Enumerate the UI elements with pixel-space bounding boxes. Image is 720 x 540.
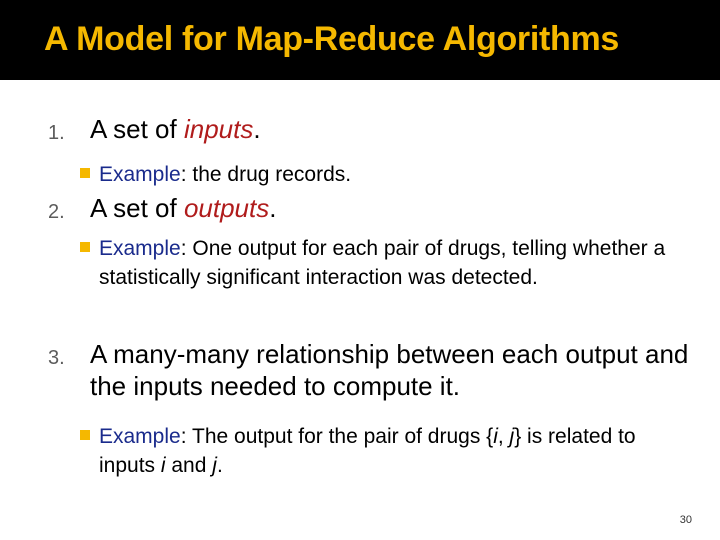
example-label: Example <box>99 425 181 448</box>
sub-item-rest: : the drug records. <box>180 163 352 186</box>
item-text <box>90 113 698 145</box>
square-bullet-icon <box>80 168 90 178</box>
item-text <box>90 192 698 224</box>
item-emphasis: outputs <box>183 193 270 223</box>
sub-text-part: , <box>497 425 510 448</box>
example-label: Example <box>99 163 181 186</box>
example-label: Example <box>99 237 181 260</box>
list-item-1 <box>48 113 698 145</box>
sub-text-part: : The output for the pair of drugs { <box>180 425 494 448</box>
square-bullet-icon <box>80 242 90 252</box>
sub-item-text <box>99 422 690 480</box>
item-text-post: . <box>269 193 277 223</box>
sub-item-text <box>99 234 690 292</box>
item-text-pre: A set of <box>90 193 184 223</box>
var-i: i <box>160 454 166 477</box>
list-item-2 <box>48 192 698 224</box>
item-number: 1. <box>48 122 65 144</box>
item-number: 2. <box>48 201 65 223</box>
list-item-3 <box>48 338 698 402</box>
page-number: 30 <box>679 514 692 526</box>
var-i: i <box>493 425 498 448</box>
sub-item-rest: : One output for each pair of drugs, telling whether a statistically significant interaction was detected. <box>99 237 666 289</box>
item-text-post: . <box>253 114 261 144</box>
sub-item-2 <box>80 234 690 292</box>
sub-item-1 <box>80 160 690 189</box>
sub-item-3 <box>80 422 690 480</box>
item-text-pre: A set of <box>90 114 184 144</box>
item-number: 3. <box>48 347 65 369</box>
slide-title: A Model for Map-Reduce Algorithms <box>44 20 620 58</box>
item-emphasis: inputs <box>183 114 254 144</box>
sub-text-part: . <box>216 454 223 477</box>
var-j: j <box>212 454 217 477</box>
sub-text-part: } is related to inputs <box>99 425 636 477</box>
var-j: j <box>509 425 515 448</box>
sub-item-text <box>99 160 690 189</box>
square-bullet-icon <box>80 430 90 440</box>
sub-text-part: and <box>165 454 213 477</box>
item-text: A many-many relationship between each output and the inputs needed to compute it. <box>90 339 689 401</box>
